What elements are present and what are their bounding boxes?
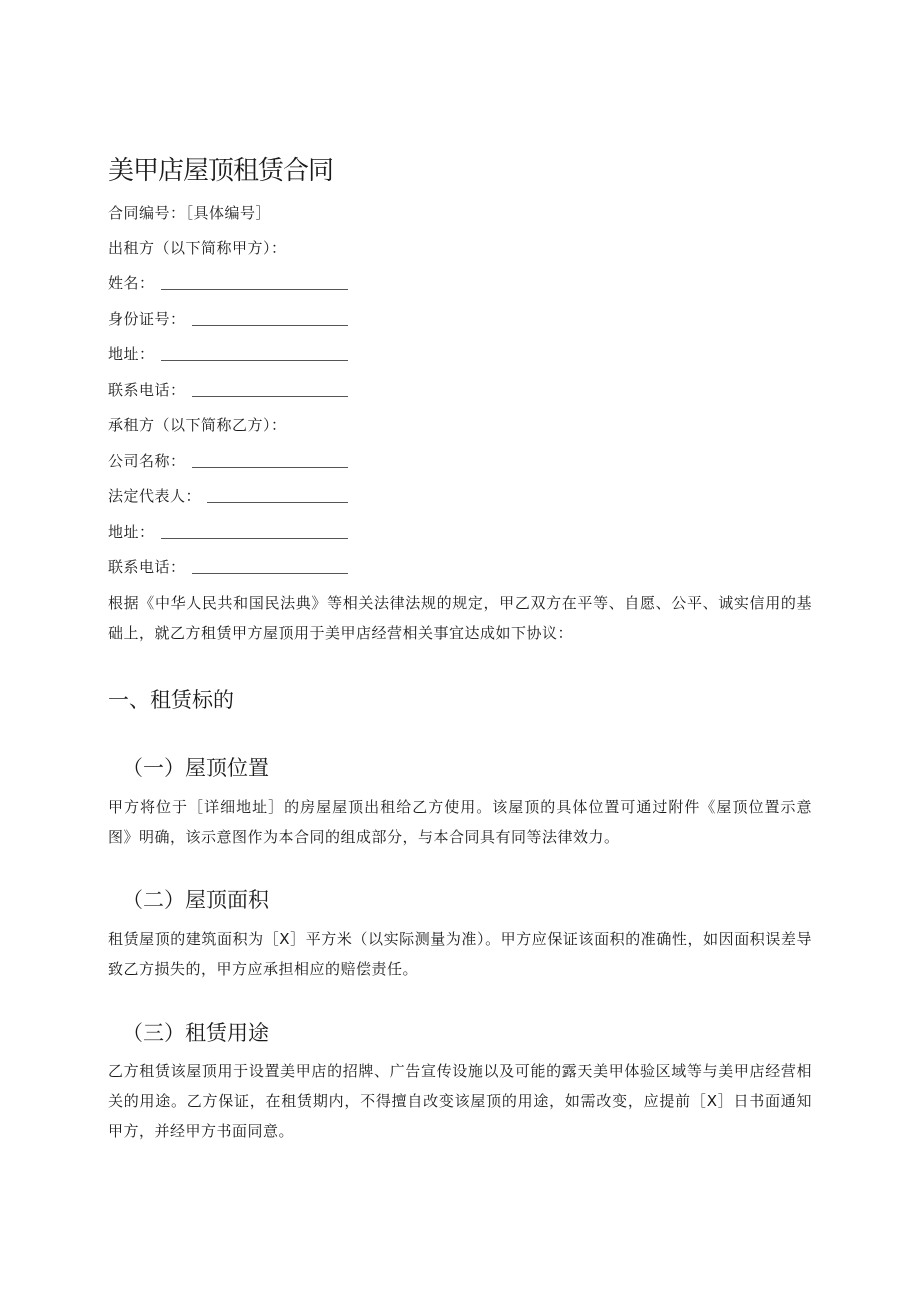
body-paragraph: 租赁屋顶的建筑面积为［X］平方米（以实际测量为准）。甲方应保证该面积的准确性，如因面积误差导致乙方损失的，甲方应承担相应的赔偿责任。: [108, 930, 812, 978]
section-heading: 一、租赁标的: [108, 688, 234, 712]
field-label: 姓名：: [108, 274, 155, 292]
subsection-heading: （二）屋顶面积: [122, 888, 269, 912]
field-label: 地址：: [108, 345, 155, 363]
fill-in-line: [192, 396, 348, 397]
body-paragraph: 甲方将位于［详细地址］的房屋屋顶出租给乙方使用。该屋顶的具体位置可通过附件《屋顶位置示意图》明确，该示意图作为本合同的组成部分，与本合同具有同等法律效力。: [108, 798, 812, 846]
lessor-id-field: [108, 309, 348, 329]
fill-in-line: [192, 325, 348, 326]
field-label: 联系电话：: [108, 381, 186, 399]
contract-number: 合同编号：［具体编号］: [108, 204, 272, 222]
field-label: 公司名称：: [108, 452, 186, 470]
lessor-phone-field: [108, 380, 348, 400]
fill-in-line: [161, 538, 348, 539]
lessor-name-field: [108, 273, 348, 293]
fill-in-line: [192, 573, 348, 574]
lessee-heading: 承租方（以下简称乙方）：: [108, 416, 287, 434]
field-label: 法定代表人：: [108, 487, 202, 505]
fill-in-line: [161, 360, 348, 361]
fill-in-line: [161, 289, 348, 290]
body-paragraph: 乙方租赁该屋顶用于设置美甲店的招牌、广告宣传设施以及可能的露天美甲体验区域等与美甲店经营相关的用途。乙方保证，在租赁期内，不得擅自改变该屋顶的用途，如需改变，应提前［X］日书面通知甲方，并经甲方书面同意。: [108, 1062, 812, 1140]
field-label: 联系电话：: [108, 558, 186, 576]
fill-in-line: [192, 467, 348, 468]
lessee-address-field: [108, 522, 348, 542]
field-label: 地址：: [108, 523, 155, 541]
lessee-company-field: [108, 451, 348, 471]
lessee-representative-field: [108, 486, 348, 506]
subsection-heading: （三）租赁用途: [122, 1021, 269, 1045]
lessee-phone-field: [108, 557, 348, 577]
fill-in-line: [207, 502, 348, 503]
lessor-address-field: [108, 344, 348, 364]
lessor-heading: 出租方（以下简称甲方）：: [108, 239, 287, 257]
subsection-heading: （一）屋顶位置: [122, 756, 269, 780]
intro-paragraph: 根据《中华人民共和国民法典》等相关法律法规的规定，甲乙双方在平等、自愿、公平、诚实信用的基础上，就乙方租赁甲方屋顶用于美甲店经营相关事宜达成如下协议：: [108, 594, 812, 642]
field-label: 身份证号：: [108, 310, 186, 328]
document-title: 美甲店屋顶租赁合同: [108, 156, 334, 186]
